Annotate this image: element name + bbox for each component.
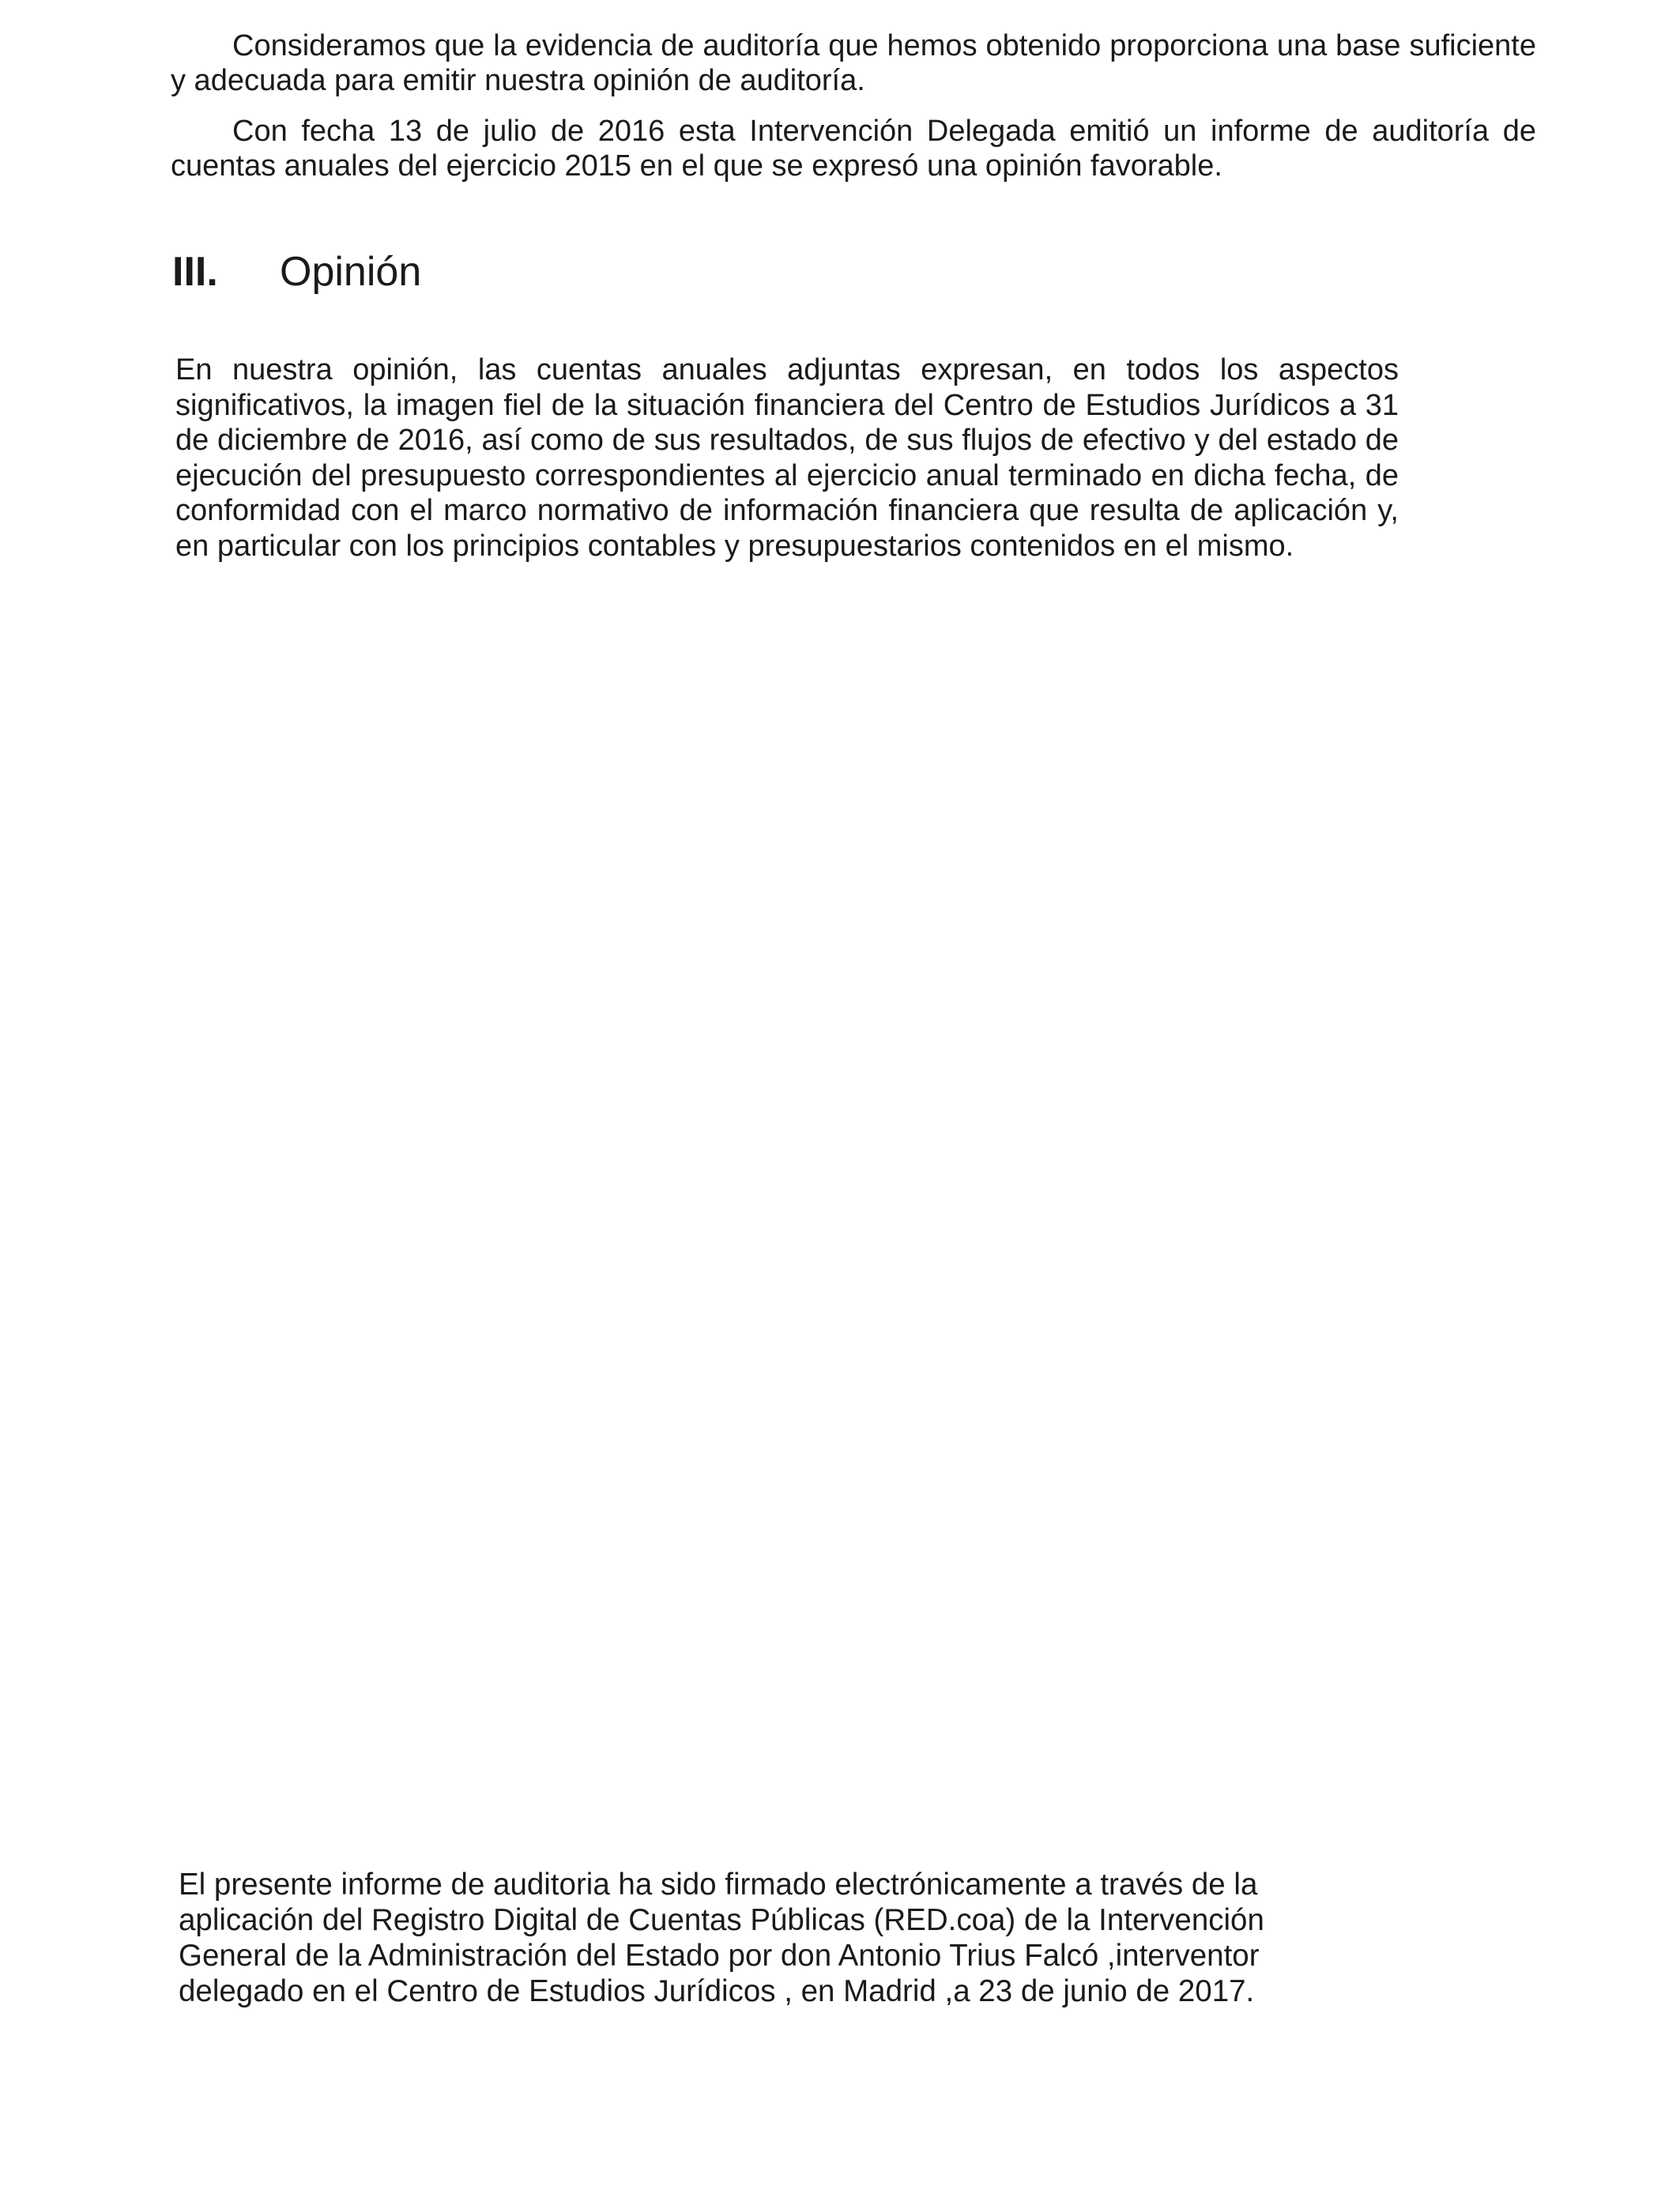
signature-note: El presente informe de auditoria ha sido firmado electrónicamente a través de la aplicación del Registro Digital de Cuentas Públicas (RED.coa) de la Intervención General de la Administración del Estado por don Antonio Trius Falcó ,interventor delegado en el Centro de Estudios Jurídicos , en Madrid ,a 23 de junio de 2017. (179, 1868, 1264, 2008)
section-number: III. (172, 249, 218, 295)
section-heading (172, 247, 421, 297)
opinion-paragraph: En nuestra opinión, las cuentas anuales adjuntas expresan, en todos los aspectos significativos, la imagen fiel de la situación financiera del Centro de Estudios Jurídicos a 31 de diciembre de 2016, así como de sus resultados, de sus flujos de efectivo y del estado de ejecución del presupuesto correspondientes al ejercicio anual terminado en dicha fecha, de conformidad con el marco normativo de información financiera que resulta de aplicación y, en particular con los principios contables y presupuestarios contenidos en el mismo. (175, 353, 1399, 563)
section-title: Opinión (280, 249, 422, 295)
evidence-paragraph: Consideramos que la evidencia de auditoría que hemos obtenido proporciona una base suficiente y adecuada para emitir nuestra opinión de auditoría. (171, 29, 1536, 97)
prior-report-paragraph: Con fecha 13 de julio de 2016 esta Intervención Delegada emitió un informe de auditoría de cuentas anuales del ejercicio 2015 en el que se expresó una opinión favorable. (171, 115, 1536, 183)
